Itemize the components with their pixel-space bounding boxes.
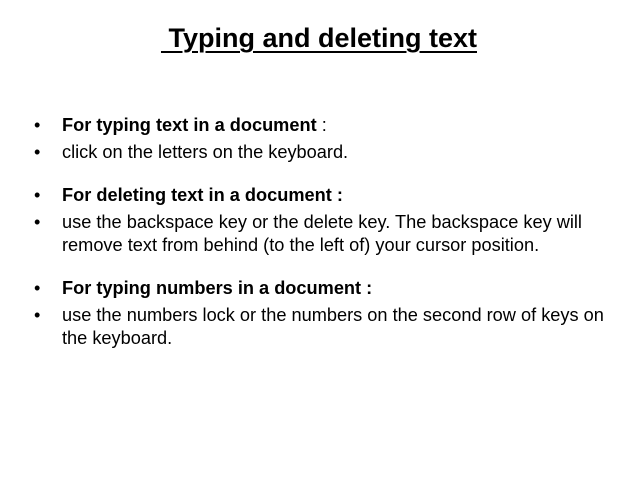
slide-title [0, 18, 638, 58]
bullet-heading: For deleting text in a document : [62, 185, 343, 205]
bullet-heading: For typing text in a document [62, 115, 317, 135]
bullet-text: : [316, 115, 327, 135]
bullet-item [34, 304, 614, 350]
bullet-dot-icon: • [34, 185, 41, 205]
bullet-heading: For typing numbers in a document : [62, 278, 373, 298]
bullet-list [34, 114, 614, 354]
bullet-item [34, 211, 614, 257]
bullet-dot-icon: • [34, 142, 41, 162]
bullet-item [34, 114, 614, 137]
bullet-dot-icon: • [34, 278, 41, 298]
bullet-text: use the backspace key or the delete key. The backspace key will remove text from behind (to the left of) your cursor position. [62, 212, 582, 255]
bullet-text: use the numbers lock or the numbers on the second row of keys on the keyboard. [62, 305, 604, 348]
bullet-dot-icon: • [34, 305, 41, 325]
bullet-item [34, 184, 614, 207]
slide-title-text: Typing and deleting text [160, 23, 477, 53]
bullet-text: click on the letters on the keyboard. [62, 142, 349, 162]
bullet-dot-icon: • [34, 212, 41, 232]
bullet-item [34, 277, 614, 300]
bullet-item [34, 141, 614, 164]
bullet-dot-icon: • [34, 115, 41, 135]
